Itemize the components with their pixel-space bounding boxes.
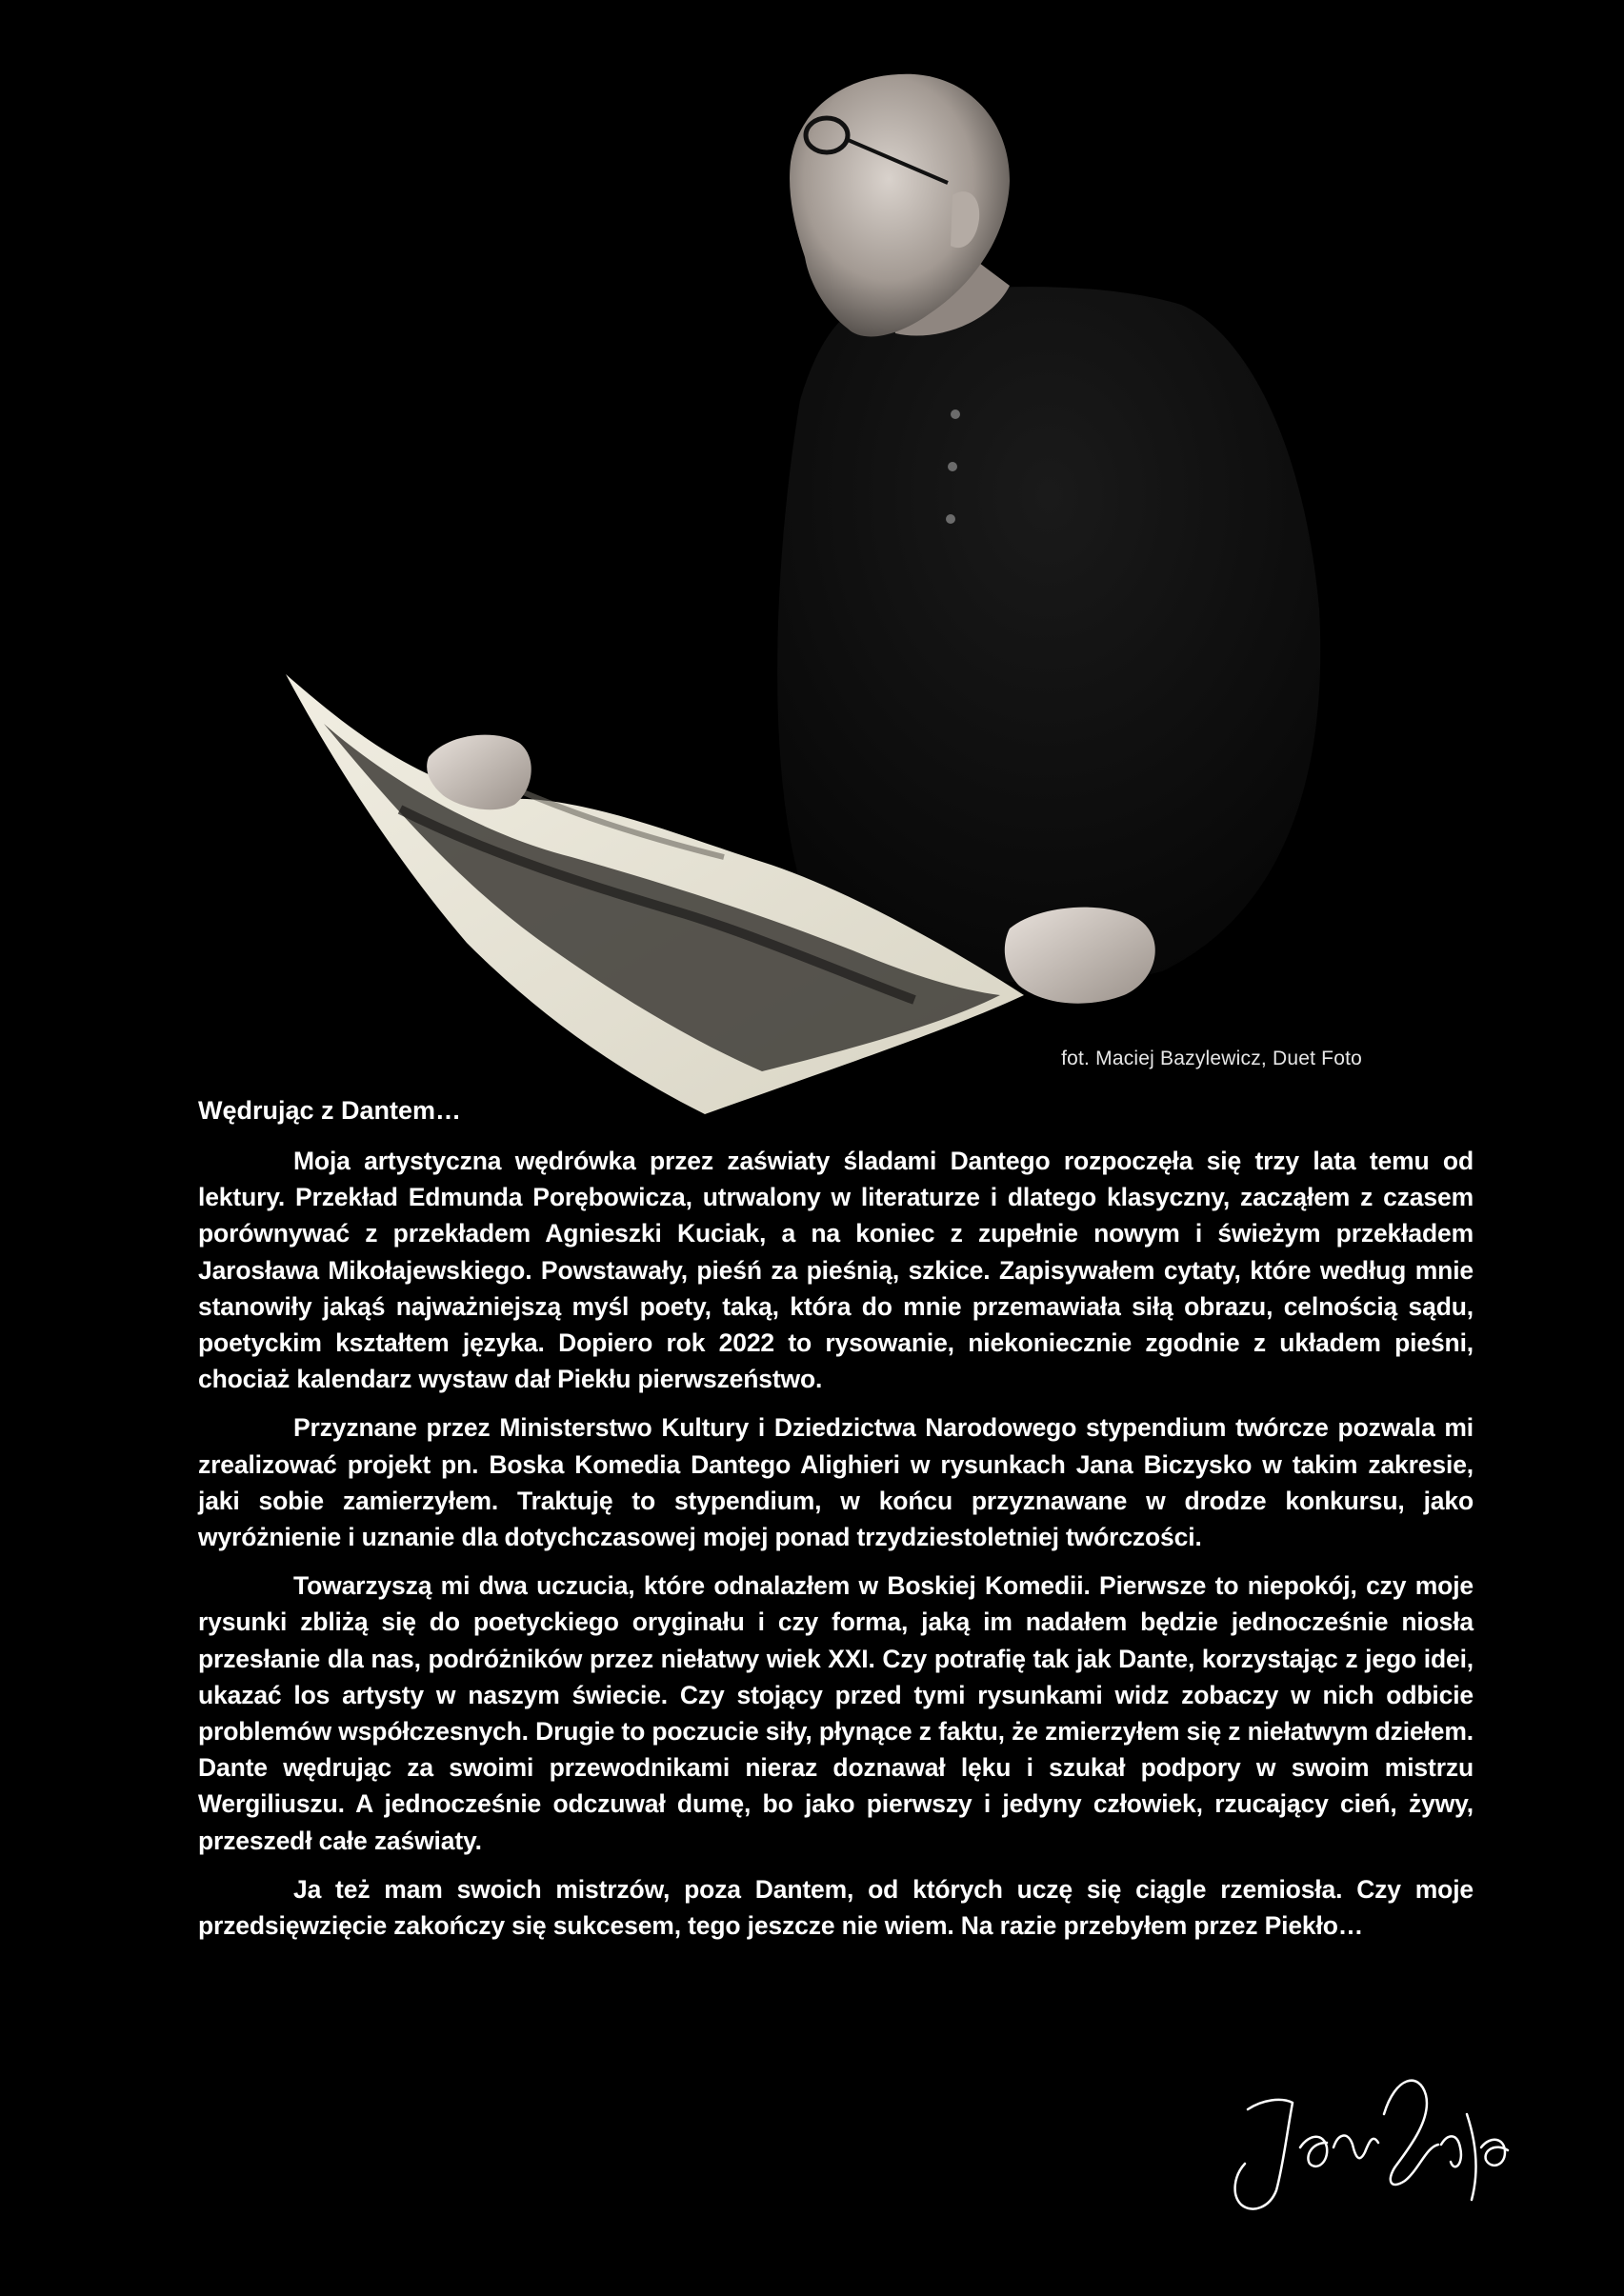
paragraph-4: Ja też mam swoich mistrzów, poza Dantem, od których uczę się ciągle rzemiosła. Czy moje przedsięwzięcie zakończy się sukcesem, tego jeszcze nie wiem. Na razie przebyłem przez Piekło… (198, 1874, 1474, 1941)
torso (777, 287, 1320, 983)
handwritten-signature (1205, 2057, 1529, 2219)
photo-credit: fot. Maciej Bazylewicz, Duet Foto (1061, 1048, 1362, 1069)
right-hand (1005, 908, 1155, 1004)
paragraph-1: Moja artystyczna wędrówka przez zaświaty śladami Dantego rozpoczęła się trzy lata temu od lektury. Przekład Edmunda Porębowicza, utrwalony w literaturze i dlatego klasyczny, zacząłem z czasem porównywać z przekładem Agnieszki Kuciak, a na koniec z zupełnie nowym i świeżym przekładem Jarosława Mikołajewskiego. Powstawały, pieśń za pieśnią, szkice. Zapisywałem cytaty, które według mnie stanowiły jakąś najważniejszą myśl poety, taką, która do mnie przemawiała siłą obrazu, celnością sądu, poetyckim kształtem języka. Dopiero rok 2022 to rysowanie, niekoniecznie zgodnie z układem pieśni, chociaż kalendarz wystaw dał Piekłu pierwszeństwo. (198, 1147, 1474, 1394)
essay-title: Wędrując z Dantem… (198, 1096, 462, 1125)
artist-photo (0, 0, 1624, 1124)
paragraph-2: Przyznane przez Ministerstwo Kultury i Dziedzictwa Narodowego stypendium twórcze pozwala mi zrealizować projekt pn. Boska Komedia Dantego Alighieri w rysunkach Jana Biczysko w takim zakresie, jaki sobie zamierzyłem. Traktuję to stypendium, w końcu przyznawane w drodze konkursu, jako wyróżnienie i uznanie dla dotychczasowej mojej ponad trzydziestoletniej twórczości. (198, 1413, 1474, 1552)
paragraph-3: Towarzyszą mi dwa uczucia, które odnalazłem w Boskiej Komedii. Pierwsze to niepokój, czy moje rysunki zbliżą się do poetyckiego oryginału i czy forma, jaką im nadałem będzie jednocześnie niosła przesłanie dla nas, podróżników przez niełatwy wiek XXI. Czy potrafię tak jak Dante, korzystając z jego idei, ukazać los artysty w naszym świecie. Czy stojący przed tymi rysunkami widz zobaczy w nich odbicie problemów współczesnych. Drugie to poczucie siły, płynące z faktu, że zmierzyłem się z niełatwym dziełem. Dante wędrując za swoimi przewodnikami nieraz doznawał lęku i szukał podpory w swoim mistrzu Wergiliuszu. A jednocześnie odczuwał dumę, bo jako pierwszy i jedyny człowiek, rzucający cień, żywy, przeszedł całe zaświaty. (198, 1571, 1474, 1855)
essay (198, 1089, 1474, 1956)
